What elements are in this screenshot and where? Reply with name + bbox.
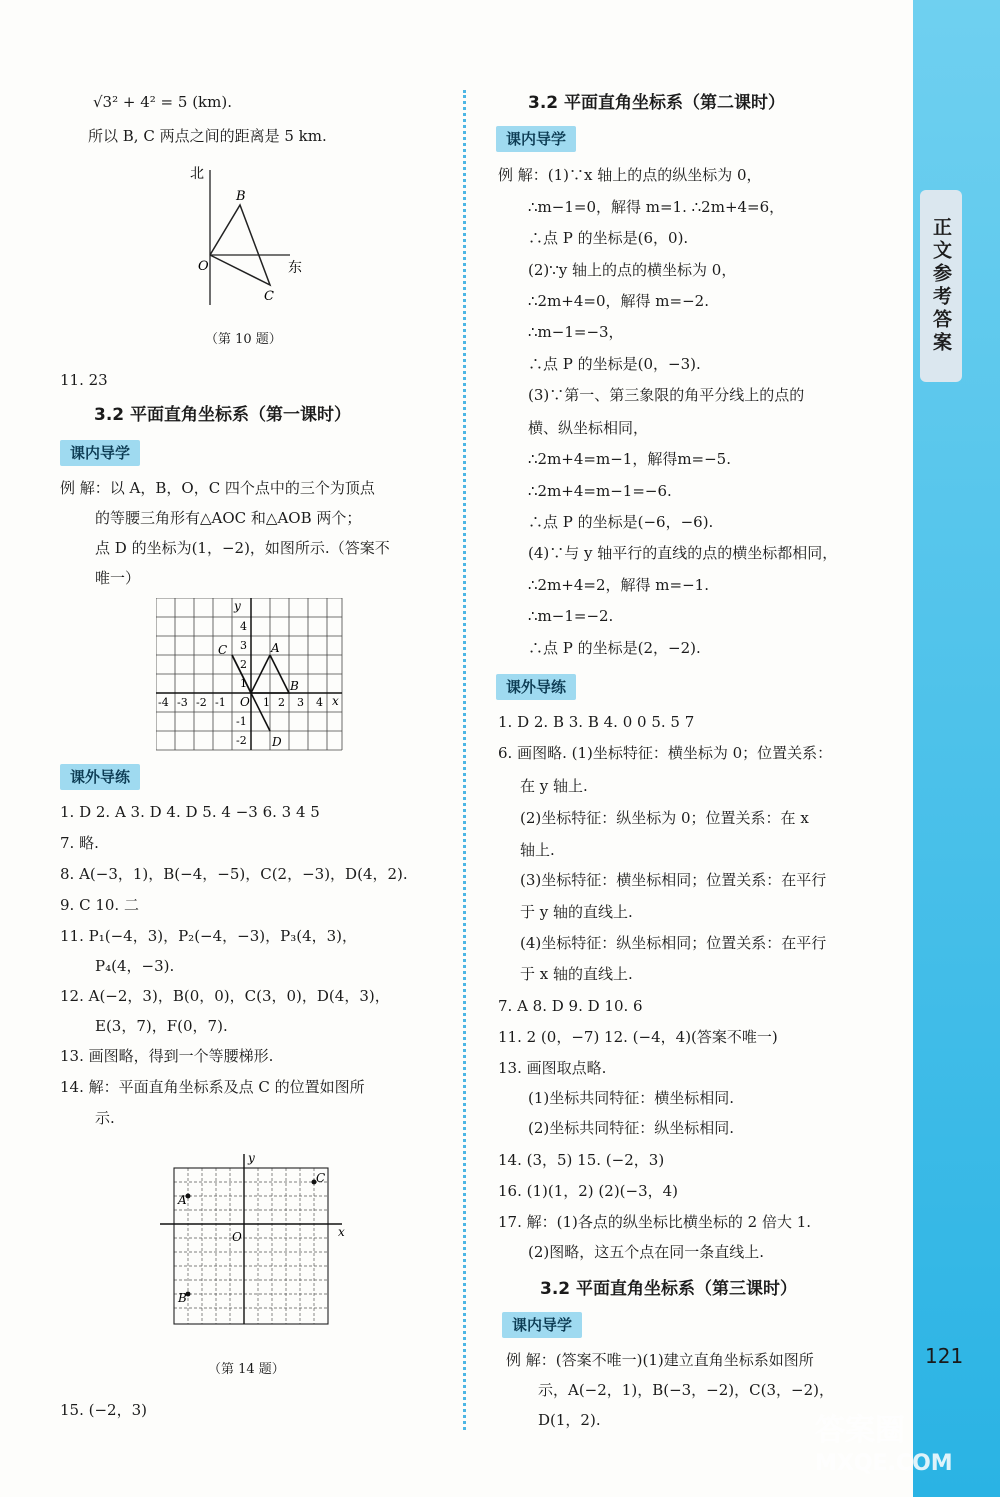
y-tick: 3: [240, 639, 247, 652]
answer-line: (1)坐标共同特征：横坐标相同.: [528, 1089, 735, 1107]
answer-line: 12. A(−2，3)，B(0，0)，C(3，0)，D(4，3)，: [60, 987, 390, 1005]
y-axis-label: y: [234, 599, 241, 613]
origin-label: O: [198, 259, 209, 274]
tag-in-class: 课内导学: [60, 440, 140, 466]
page-number: 121: [925, 1344, 964, 1368]
example-line: ∴m−1=0，解得 m=1. ∴2m+4=6，: [528, 198, 785, 216]
x-tick: 1: [263, 696, 270, 709]
watermark-main: 答案圈: [815, 1413, 905, 1448]
answer-line: 1. D 2. A 3. D 4. D 5. 4 −3 6. 3 4 5: [60, 803, 320, 821]
coordinate-grid-14: [160, 1148, 350, 1328]
answer-line: P₄(4，−3).: [95, 957, 175, 975]
origin-label: O: [232, 1230, 242, 1244]
side-tab-label: 正文参考答案: [920, 190, 962, 382]
example-line: ∴2m+4=m−1=−6.: [528, 482, 672, 500]
example-line: (3)∵第一、第三象限的角平分线上的点的: [528, 386, 805, 404]
answer-line: 13. 画图略，得到一个等腰梯形.: [60, 1047, 274, 1065]
y-tick: 1: [240, 677, 247, 690]
north-label: 北: [190, 166, 204, 182]
example-line: ∴点 P 的坐标是(2，−2).: [528, 639, 701, 657]
example-line: D(1，2).: [538, 1411, 601, 1429]
example-line: ∴点 P 的坐标是(0，−3).: [528, 355, 701, 373]
example-line: (4)∵与 y 轴平行的直线的点的横坐标都相同，: [528, 544, 838, 562]
x-tick: 3: [297, 696, 304, 709]
example-line: 的等腰三角形有△AOC 和△AOB 两个；: [95, 509, 362, 527]
answer-line: (4)坐标特征：纵坐标相同；位置关系：在平行: [520, 934, 827, 952]
y-tick: -2: [236, 734, 247, 747]
east-label: 东: [288, 260, 302, 276]
answer-line: 8. A(−3，1)，B(−4，−5)，C(2，−3)，D(4，2).: [60, 865, 408, 883]
answer-line: 于 x 轴的直线上.: [520, 965, 633, 983]
point-d-label: D: [272, 735, 282, 749]
example-line: 例 解：以 A，B，O，C 四个点中的三个为顶点: [60, 479, 375, 497]
example-line: ∴点 P 的坐标是(−6，−6).: [528, 513, 714, 531]
answer-line: 11. 2 (0，−7) 12. (−4，4)(答案不唯一): [498, 1028, 778, 1046]
tag-after-class: 课外导练: [496, 674, 576, 700]
answer-line: 13. 画图取点略.: [498, 1059, 607, 1077]
watermark: [815, 1405, 995, 1476]
answer-line: 9. C 10. 二: [60, 896, 139, 914]
example-line: 点 D 的坐标为(1，−2)，如图所示.（答案不: [95, 539, 390, 557]
section-title-3: 3.2 平面直角坐标系（第三课时）: [540, 1279, 798, 1299]
example-line: ∴2m+4=m−1，解得m=−5.: [528, 450, 731, 468]
y-tick: -1: [236, 715, 247, 728]
answer-line: 11. P₁(−4，3)，P₂(−4，−3)，P₃(4，3)，: [60, 927, 358, 945]
answer-line: (3)坐标特征：横坐标相同；位置关系：在平行: [520, 871, 827, 889]
answer-line: 示.: [95, 1109, 115, 1127]
point-a-label: A: [178, 1193, 187, 1207]
answer-line: 7. 略.: [60, 834, 99, 852]
point-c-label: C: [218, 643, 228, 657]
example-line: 横、纵坐标相同，: [528, 419, 649, 437]
point-b-label: B: [236, 189, 246, 204]
example-line: 例 解：(1)∵x 轴上的点的纵坐标为 0，: [498, 166, 762, 184]
text-line: 所以 B, C 两点之间的距离是 5 km.: [88, 127, 327, 145]
answer-line: 1. D 2. B 3. B 4. 0 0 5. 5 7: [498, 713, 695, 731]
point-a-label: A: [271, 641, 280, 655]
answer-line: 16. (1)(1，2) (2)(−3，4): [498, 1182, 679, 1200]
section-title-1: 3.2 平面直角坐标系（第一课时）: [94, 405, 352, 425]
point-b-label: B: [178, 1291, 187, 1305]
x-tick: -1: [215, 696, 226, 709]
example-line: (2)∵y 轴上的点的横坐标为 0，: [528, 261, 737, 279]
example-line: 示，A(−2，1)，B(−3，−2)，C(3，−2)，: [538, 1381, 834, 1399]
example-line: 例 解：(答案不唯一)(1)建立直角坐标系如图所: [506, 1351, 814, 1369]
answer-line: 7. A 8. D 9. D 10. 6: [498, 997, 643, 1015]
section-title-2: 3.2 平面直角坐标系（第二课时）: [528, 93, 786, 113]
answer-line: (2)坐标共同特征：纵坐标相同.: [528, 1119, 735, 1137]
example-line: ∴m−1=−3，: [528, 323, 624, 341]
example-line: ∴2m+4=2，解得 m=−1.: [528, 576, 709, 594]
y-axis-label: y: [248, 1151, 255, 1165]
answer-line: 17. 解：(1)各点的纵坐标比横坐标的 2 倍大 1.: [498, 1213, 812, 1231]
figure-10-caption: （第 10 题）: [205, 332, 282, 347]
answer-line: (2)图略，这五个点在同一条直线上.: [528, 1243, 765, 1261]
y-tick: 4: [240, 620, 247, 633]
figure-10-compass: [180, 160, 380, 320]
tag-in-class: 课内导学: [496, 126, 576, 152]
example-line: 唯一）: [95, 569, 141, 587]
x-tick: -2: [196, 696, 207, 709]
text-line: √3² + 4² = 5 (km).: [93, 93, 232, 111]
x-tick: -4: [158, 696, 169, 709]
tag-in-class: 课内导学: [502, 1312, 582, 1338]
answer-line: (2)坐标特征：纵坐标为 0；位置关系：在 x: [520, 809, 809, 827]
point-c-label: C: [316, 1171, 326, 1185]
x-tick: -3: [177, 696, 188, 709]
answer-line: E(3，7)，F(0，7).: [95, 1017, 228, 1035]
y-tick: 2: [240, 658, 247, 671]
x-tick: 4: [316, 696, 323, 709]
x-tick: 2: [278, 696, 285, 709]
tag-after-class: 课外导练: [60, 764, 140, 790]
answer-11: 11. 23: [60, 371, 108, 389]
point-b-label: B: [290, 679, 299, 693]
x-axis-label: x: [338, 1225, 345, 1239]
figure-14-caption: （第 14 题）: [208, 1362, 285, 1377]
example-line: ∴2m+4=0，解得 m=−2.: [528, 292, 709, 310]
answer-line: 于 y 轴的直线上.: [520, 903, 633, 921]
answer-line: 轴上.: [520, 841, 555, 859]
answer-line: 6. 画图略. (1)坐标特征：横坐标为 0；位置关系：: [498, 744, 833, 762]
x-axis-label: x: [332, 694, 339, 708]
answer-line: 14. (3，5) 15. (−2，3): [498, 1151, 665, 1169]
coordinate-grid-1: [156, 598, 348, 752]
example-line: ∴点 P 的坐标是(6，0).: [528, 229, 689, 247]
watermark-sub: MXQE.COM: [815, 1451, 953, 1476]
point-c-label: C: [264, 289, 274, 304]
answer-15: 15. (−2，3): [60, 1401, 147, 1419]
column-divider: [463, 90, 466, 1430]
origin-label: O: [240, 695, 250, 709]
example-line: ∴m−1=−2.: [528, 607, 614, 625]
answer-line: 在 y 轴上.: [520, 777, 588, 795]
answer-line: 14. 解：平面直角坐标系及点 C 的位置如图所: [60, 1078, 365, 1096]
